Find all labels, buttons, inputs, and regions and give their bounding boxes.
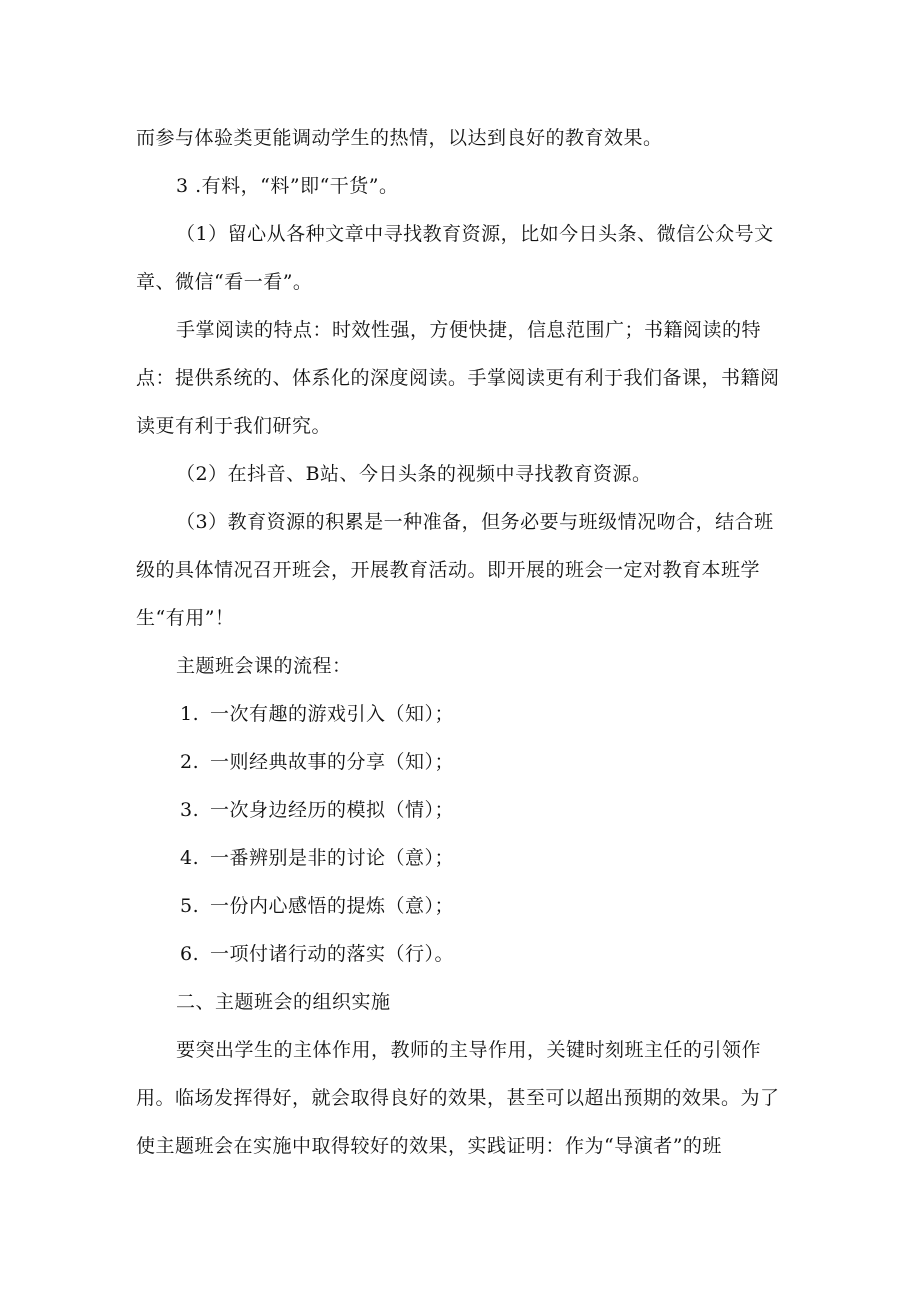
paragraph-subpoint-3: （3）教育资源的积累是一种准备，但务必要与班级情况吻合，结合班级的具体情况召开班会，开展教育活动。即开展的班会一定对教育本班学生“有用”！ [136,511,774,629]
paragraph-continuation: 而参与体验类更能调动学生的热情，以达到良好的教育效果。 [136,127,663,149]
flow-item-text: 一项付诸行动的落实（行）。 [210,943,455,965]
flow-item-number: 3. [180,799,200,821]
closing-paragraph: 要突出学生的主体作用，教师的主导作用，关键时刻班主任的引领作用。临场发挥得好，就会取得良好的效果，甚至可以超出预期的效果。为了使主题班会在实施中取得较好的效果，实践证明：作为“导演者”的班 [136,1039,780,1157]
flow-heading: 主题班会课的流程： [176,655,352,677]
flow-item-4 [136,834,786,882]
document-body [136,114,786,1170]
flow-item-5 [136,882,786,930]
flow-item-number: 1. [180,703,200,725]
flow-item-text: 一次身边经历的模拟（情）； [210,799,455,821]
flow-item-3 [136,786,786,834]
paragraph-subpoint-1: （1）留心从各种文章中寻找教育资源，比如今日头条、微信公众号文章、微信“看一看”。 [136,223,774,293]
flow-item-2 [136,738,786,786]
flow-item-1 [136,690,786,738]
flow-item-text: 一则经典故事的分享（知）； [210,751,455,773]
flow-item-text: 一次有趣的游戏引入（知）； [210,703,455,725]
paragraph-subpoint-2: （2）在抖音、B站、今日头条的视频中寻找教育资源。 [176,463,652,485]
flow-item-number: 4. [180,847,200,869]
flow-item-text: 一番辨别是非的讨论（意）； [210,847,455,869]
section-heading: 二、主题班会的组织实施 [176,991,391,1013]
paragraph-reading-comparison: 手掌阅读的特点：时效性强，方便快捷，信息范围广；书籍阅读的特点：提供系统的、体系化的深度阅读。手掌阅读更有利于我们备课，书籍阅读更有利于我们研究。 [136,319,780,437]
flow-item-number: 6. [180,943,200,965]
flow-item-6 [136,930,786,978]
paragraph-point-3: 3 .有料，“料”即“干货”。 [176,175,399,197]
flow-item-text: 一份内心感悟的提炼（意）； [210,895,455,917]
flow-item-number: 5. [180,895,200,917]
flow-item-number: 2. [180,751,200,773]
